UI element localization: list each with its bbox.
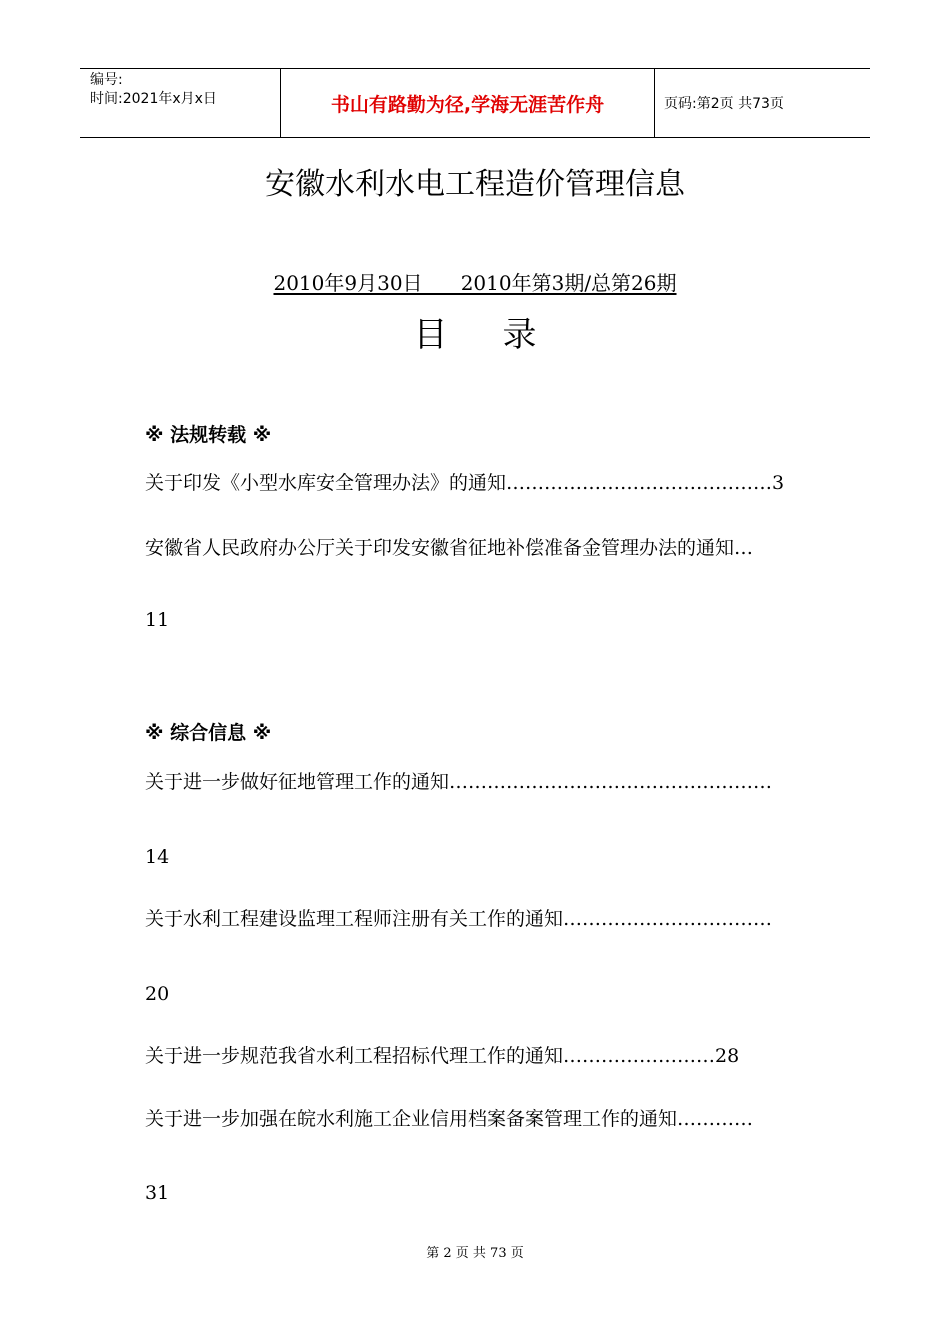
page-header bbox=[80, 68, 870, 138]
toc-entry[interactable]: 关于进一步加强在皖水利施工企业信用档案备案管理工作的通知………… bbox=[145, 1108, 754, 1130]
toc-entry-page: 31 bbox=[145, 1182, 170, 1204]
toc-entry[interactable]: 关于进一步做好征地管理工作的通知…………………………………………… bbox=[145, 771, 773, 793]
header-meta-cell bbox=[80, 69, 281, 137]
issue-date: 2010年9月30日 2010年第3期/总第26期 bbox=[273, 271, 677, 295]
time-label: 时间:2021年x月x日 bbox=[90, 91, 217, 107]
toc-entry[interactable]: 安徽省人民政府办公厅关于印发安徽省征地补偿准备金管理办法的通知… bbox=[145, 537, 754, 559]
page-footer: 第 2 页 共 73 页 bbox=[426, 1246, 524, 1261]
section-title-regulations: ※ 法规转载 ※ bbox=[145, 424, 272, 446]
header-page-info: 页码:第2页 共73页 bbox=[664, 96, 784, 112]
issue-line bbox=[0, 268, 950, 298]
toc-entry[interactable]: 关于印发《小型水库安全管理办法》的通知……………………………………3 bbox=[145, 472, 785, 494]
toc-entry-page: 20 bbox=[145, 983, 170, 1005]
number-label: 编号: bbox=[90, 72, 123, 88]
document-title: 安徽水利水电工程造价管理信息 bbox=[265, 167, 685, 202]
motto: 书山有路勤为径,学海无涯苦作舟 bbox=[281, 69, 655, 137]
toc-heading: 目录 bbox=[413, 315, 592, 355]
section-title-general-info: ※ 综合信息 ※ bbox=[145, 722, 272, 744]
toc-entry-page: 11 bbox=[145, 609, 170, 631]
toc-entry[interactable]: 关于进一步规范我省水利工程招标代理工作的通知……………………28 bbox=[145, 1045, 740, 1067]
toc-entry[interactable]: 关于水利工程建设监理工程师注册有关工作的通知…………………………… bbox=[145, 908, 773, 930]
toc-entry-page: 14 bbox=[145, 846, 170, 868]
